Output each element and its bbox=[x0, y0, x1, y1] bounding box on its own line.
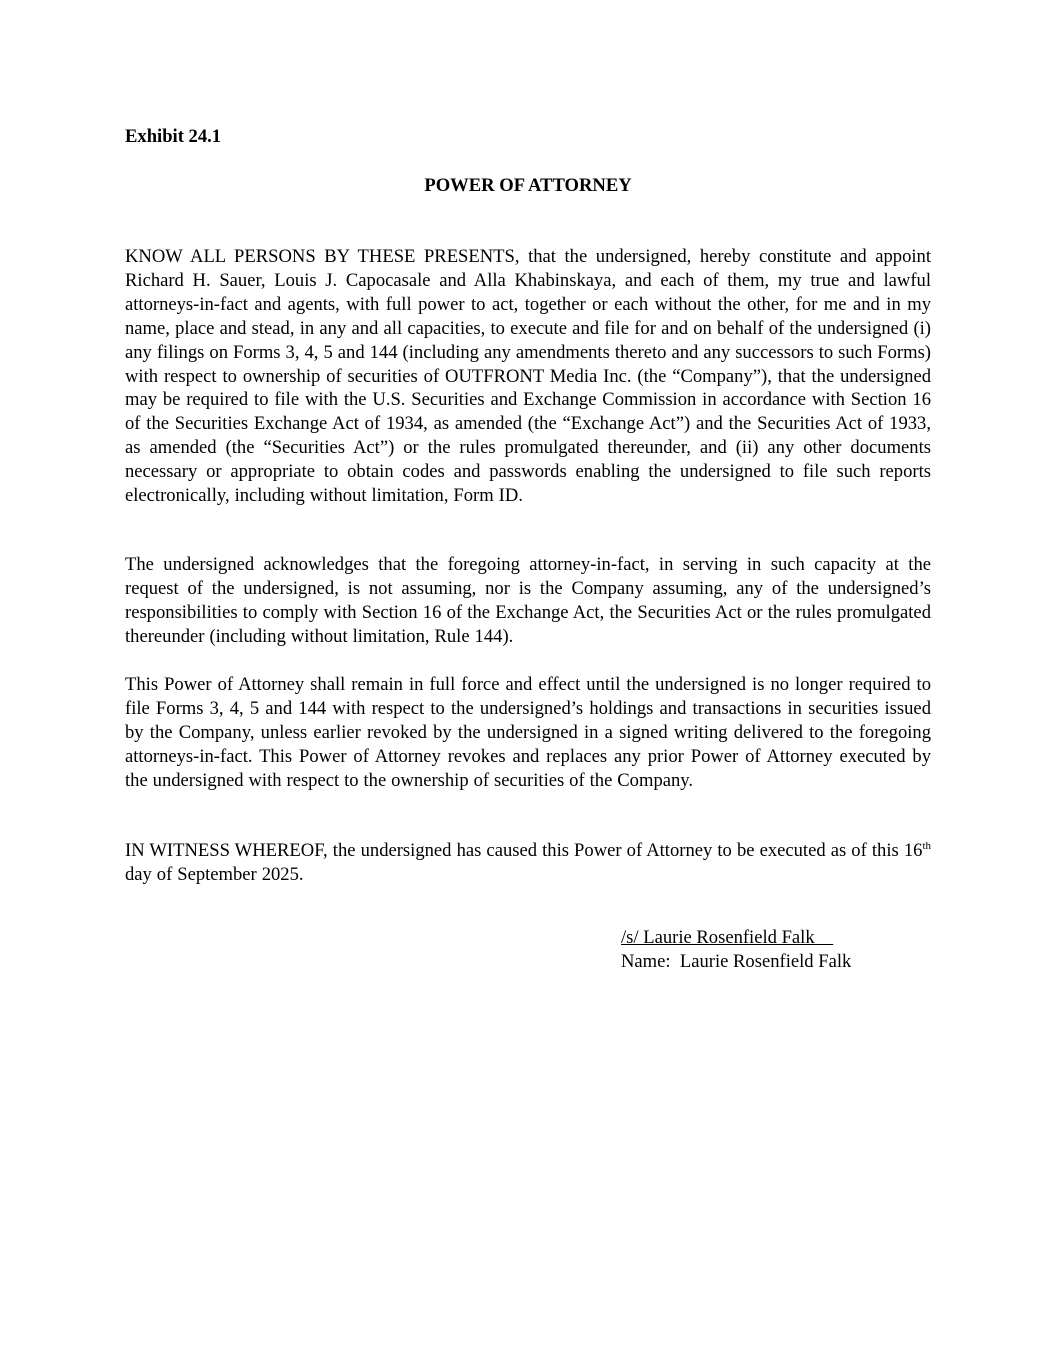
signature-block bbox=[621, 926, 851, 974]
paragraph-duration: This Power of Attorney shall remain in full force and effect until the undersigned is no longer required to file Forms 3, 4, 5 and 144 with respect to the undersigned’s holdings and transactions in securities issued by the Company, unless earlier revoked by the undersigned in a signed writing delivered to the foregoing attorneys-in-fact. This Power of Attorney revokes and replaces any prior Power of Attorney executed by the undersigned with respect to the ownership of securities of the Company. bbox=[125, 674, 931, 791]
witness-date-text: day of September 2025. bbox=[125, 863, 304, 885]
signature-line: /s/ Laurie Rosenfield Falk bbox=[621, 927, 834, 948]
ordinal-suffix: th bbox=[922, 839, 931, 852]
paragraph-appointment: KNOW ALL PERSONS BY THESE PRESENTS, that the undersigned, hereby constitute and appoint Richard H. Sauer, Louis J. Capocasale and Alla Khabinskaya, and each of them, my true and lawful attorneys-in-fact and agents, with full power to act, together or each without the other, for me and in my name, place and stead, in any and all capacities, to execute and file for and on behalf of the undersigned (i) any filings on Forms 3, 4, 5 and 144 (including any amendments thereto and any successors to such Forms) with respect to ownership of securities of OUTFRONT Media Inc. (the “Company”), that the undersigned may be required to file with the U.S. Securities and Exchange Commission in accordance with Section 16 of the Securities Exchange Act of 1934, as amended (the “Exchange Act”) and the Securities Act of 1933, as amended (the “Securities Act”) or the rules promulgated thereunder, and (ii) any other documents necessary or appropriate to obtain codes and passwords enabling the undersigned to file such reports electronically, including without limitation, Form ID. bbox=[125, 246, 931, 507]
document-title: POWER OF ATTORNEY bbox=[424, 175, 632, 196]
paragraph-acknowledgement: The undersigned acknowledges that the foregoing attorney-in-fact, in serving in such capacity at the request of the undersigned, is not assuming, nor is the Company assuming, any of the undersigned’s responsibilities to comply with Section 16 of the Exchange Act, the Securities Act or the rules promulgated thereunder (including without limitation, Rule 144). bbox=[125, 554, 931, 647]
witness-text: IN WITNESS WHEREOF, the undersigned has caused this Power of Attorney to be executed as of this 16 bbox=[125, 840, 923, 861]
signatory-name: Name: Laurie Rosenfield Falk bbox=[621, 950, 852, 972]
paragraph-witness bbox=[125, 839, 931, 887]
exhibit-label: Exhibit 24.1 bbox=[125, 126, 222, 147]
